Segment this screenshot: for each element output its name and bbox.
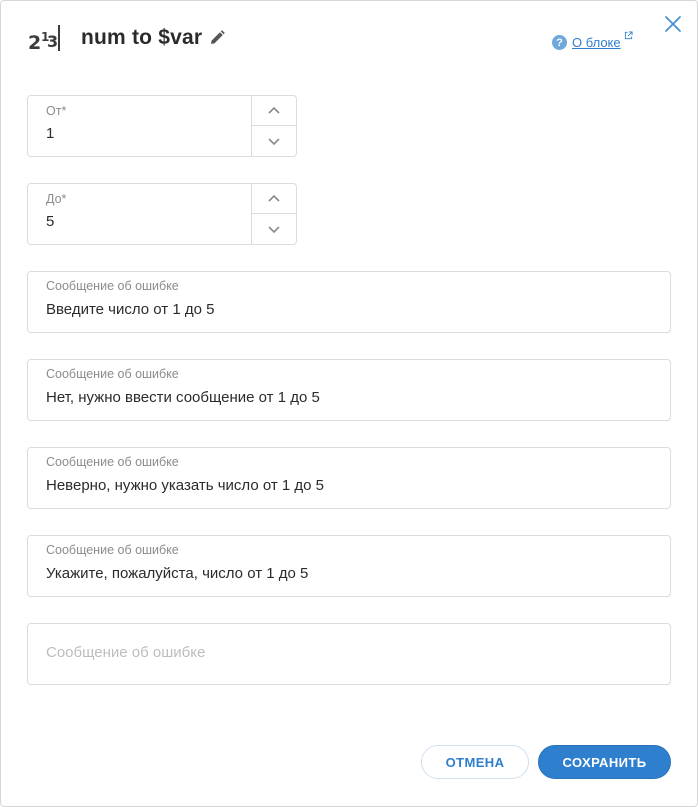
error-message-value[interactable]: Нет, нужно ввести сообщение от 1 до 5 xyxy=(46,389,320,406)
svg-text:3: 3 xyxy=(47,32,59,51)
cancel-button[interactable]: ОТМЕНА xyxy=(421,745,529,779)
to-stepper xyxy=(251,184,296,244)
number-range-icon xyxy=(27,21,61,55)
chevron-down-icon xyxy=(267,225,281,234)
close-icon[interactable] xyxy=(662,13,684,35)
error-message-field-2[interactable] xyxy=(27,359,671,421)
about-block xyxy=(552,35,633,50)
chevron-up-icon xyxy=(267,194,281,203)
from-stepper xyxy=(251,96,296,156)
from-field[interactable] xyxy=(27,95,297,157)
error-message-value[interactable]: Неверно, нужно указать число от 1 до 5 xyxy=(46,477,324,494)
external-link-icon xyxy=(624,31,633,40)
error-message-label: Сообщение об ошибке xyxy=(46,455,179,469)
error-message-field-4[interactable] xyxy=(27,535,671,597)
error-message-label: Сообщение об ошибке xyxy=(46,367,179,381)
block-title: num to $var xyxy=(81,26,203,49)
from-value[interactable]: 1 xyxy=(46,125,55,142)
svg-text:2: 2 xyxy=(28,32,42,54)
error-message-field-3[interactable] xyxy=(27,447,671,509)
error-message-placeholder[interactable]: Сообщение об ошибке xyxy=(46,644,206,661)
error-message-field-empty[interactable] xyxy=(27,623,671,685)
error-message-field-1[interactable] xyxy=(27,271,671,333)
chevron-down-icon xyxy=(267,137,281,146)
to-field[interactable] xyxy=(27,183,297,245)
to-value[interactable]: 5 xyxy=(46,213,55,230)
to-label: До* xyxy=(46,192,67,206)
from-label: От* xyxy=(46,104,67,118)
to-increment-button[interactable] xyxy=(252,184,296,214)
save-button[interactable]: СОХРАНИТЬ xyxy=(538,745,671,779)
svg-text:1: 1 xyxy=(41,30,50,44)
pencil-icon[interactable] xyxy=(208,29,226,47)
help-icon: ? xyxy=(552,35,567,50)
from-increment-button[interactable] xyxy=(252,96,296,126)
error-message-label: Сообщение об ошибке xyxy=(46,279,179,293)
error-message-value[interactable]: Укажите, пожалуйста, число от 1 до 5 xyxy=(46,565,309,582)
about-block-link[interactable]: О блоке xyxy=(572,35,621,50)
to-decrement-button[interactable] xyxy=(252,214,296,244)
dialog-header xyxy=(27,19,226,57)
chevron-up-icon xyxy=(267,106,281,115)
from-decrement-button[interactable] xyxy=(252,126,296,156)
error-message-value[interactable]: Введите число от 1 до 5 xyxy=(46,301,215,318)
error-message-label: Сообщение об ошибке xyxy=(46,543,179,557)
